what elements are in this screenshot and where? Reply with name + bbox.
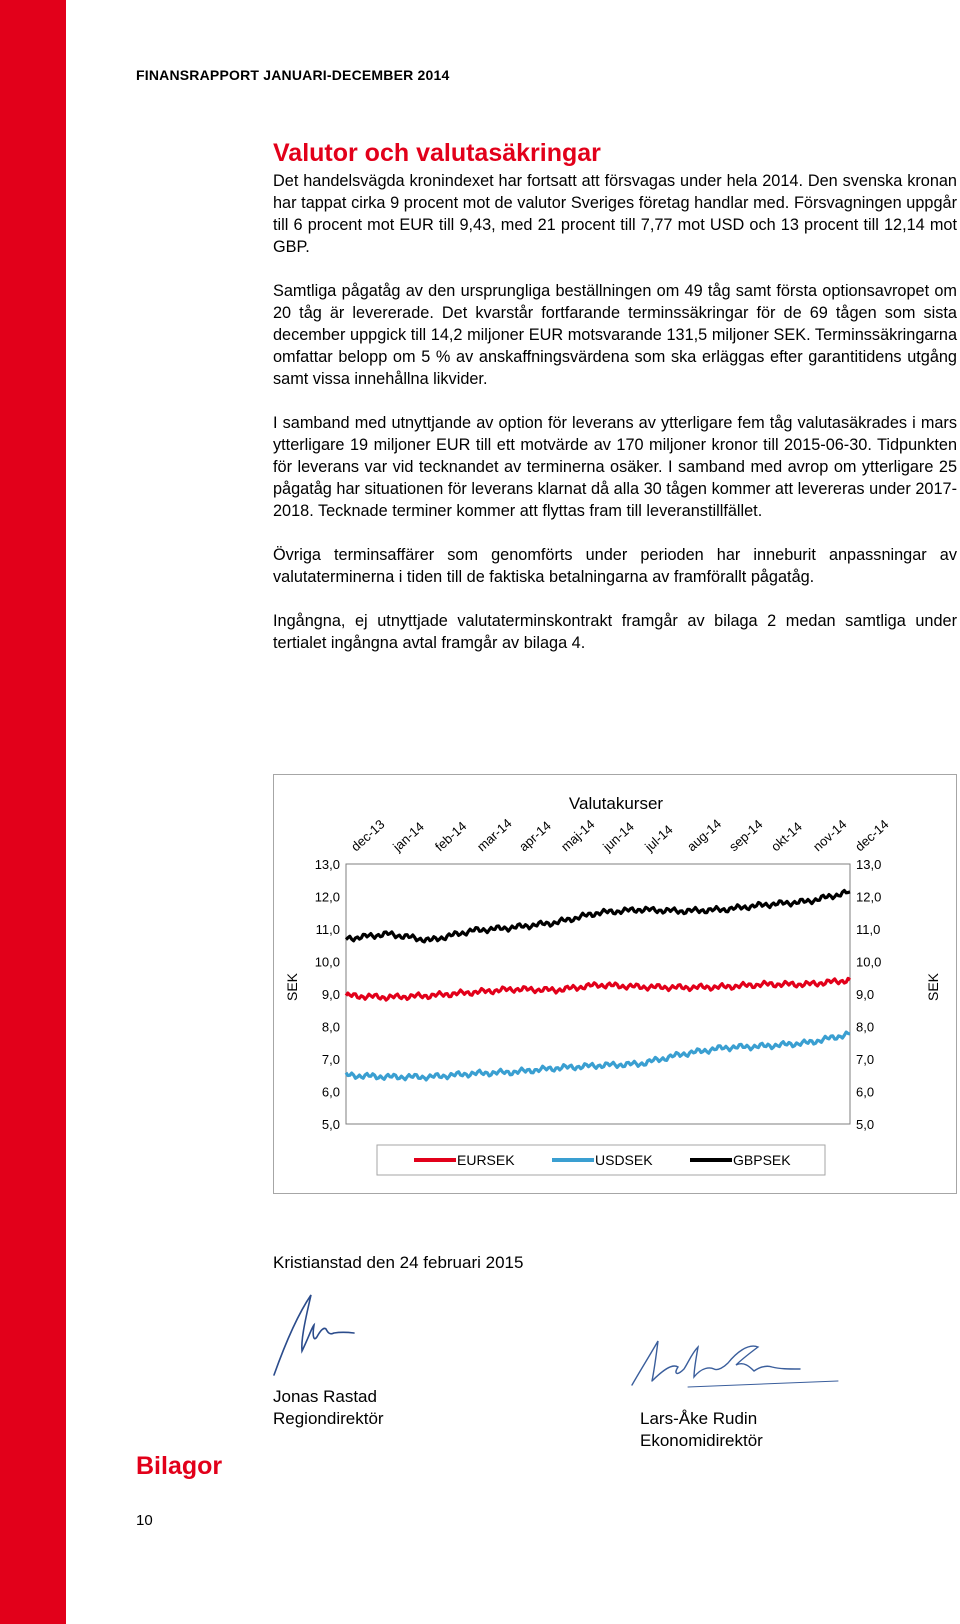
y-tick-label-left: 10,0	[314, 954, 340, 970]
page-number: 10	[136, 1512, 153, 1529]
x-tick-label: sep-14	[725, 816, 766, 855]
signature-image-rastad	[268, 1285, 368, 1380]
x-tick-label: maj-14	[557, 816, 598, 855]
y-tick-label-right: 9,0	[856, 987, 875, 1002]
chart-canvas	[274, 775, 958, 1195]
y-tick-label-right: 12,0	[856, 889, 882, 905]
section-content	[273, 137, 957, 676]
appendix-heading: Bilagor	[136, 1452, 223, 1480]
y-tick-label-left: 13,0	[314, 857, 340, 872]
signatory-title: Ekonomidirektör	[640, 1431, 763, 1450]
signatory-right	[640, 1408, 763, 1452]
x-tick-label: apr-14	[515, 817, 554, 855]
paragraph: Det handelsvägda kronindexet har fortsatt att försvagas under hela 2014. Den svenska kronan har tappat cirka 9 procent mot de valutor Sveriges företag handlar med. Försvagningen uppgår till 6 procent mot EUR till 9,43, med 21 procent till 7,77 mot USD och 13 procent till 12,14 mot GBP.	[273, 172, 957, 256]
currency-chart	[273, 774, 957, 1194]
x-tick-label: jun-14	[599, 818, 637, 855]
y-tick-label-right: 10,0	[856, 954, 882, 970]
x-tick-label: dec-14	[851, 816, 892, 855]
y-tick-label-right: 6,0	[856, 1084, 875, 1100]
y-tick-label-right: 5,0	[856, 1117, 875, 1132]
y-tick-label-left: 9,0	[321, 987, 340, 1002]
y-tick-label-left: 6,0	[321, 1084, 340, 1100]
x-tick-label: okt-14	[767, 818, 805, 855]
y-tick-label-left: 7,0	[321, 1052, 340, 1067]
legend-label-eursek: EURSEK	[457, 1152, 515, 1168]
y-axis-label-left: SEK	[284, 972, 300, 1002]
x-tick-label: jul-14	[641, 821, 676, 855]
signatory-left	[273, 1386, 384, 1430]
legend-label-gbpsek: GBPSEK	[733, 1152, 791, 1168]
red-sidebar-stripe	[0, 0, 66, 1624]
section-heading: Valutor och valutasäkringar	[273, 139, 601, 167]
paragraph: I samband med utnyttjande av option för leverans av ytterligare fem tåg valutasäkrades i mars ytterligare 19 miljoner EUR till ett motvärde av 170 miljoner kronor till 2015-06-30. Tidpunkten för leverans var vid tecknandet av terminerna osäker. I samband med avrop om ytterligare 25 pågatåg har situationen för leverans klarnat då alla 30 tågen kommer att levereras under 2017-2018. Tecknade terminer kommer att flyttas fram till leveranstillfället.	[273, 414, 957, 520]
report-header: FINANSRAPPORT JANUARI-DECEMBER 2014	[136, 67, 450, 83]
x-tick-label: mar-14	[473, 815, 515, 855]
paragraph: Samtliga pågatåg av den ursprungliga beställningen om 49 tåg samt första optionsavropet om 20 tåg är levererade. Det kvarstår fortfarande terminssäkringar för de 69 tågen som sista december uppgick till 14,2 miljoner EUR motsvarande 131,5 miljoner SEK. Terminssäkringarna omfattar belopp om 5 % av anskaffningsvärdena som ska erläggas efter garantitidens utgång samt vissa innehållna likvider.	[273, 282, 957, 388]
y-tick-label-right: 7,0	[856, 1052, 875, 1067]
y-tick-label-left: 12,0	[314, 889, 340, 905]
chart-title: Valutakurser	[568, 794, 664, 813]
signature-image-rudin	[628, 1327, 848, 1397]
y-tick-label-right: 11,0	[856, 922, 881, 937]
y-tick-label-left: 11,0	[315, 922, 340, 937]
paragraph: Ingångna, ej utnyttjade valutaterminskontrakt framgår av bilaga 2 medan samtliga under tertialet ingångna avtal framgår av bilaga 4.	[273, 612, 957, 652]
x-tick-label: jan-14	[389, 818, 427, 855]
x-tick-label: feb-14	[431, 818, 470, 855]
signatory-name: Jonas Rastad	[273, 1387, 377, 1406]
y-tick-label-left: 5,0	[321, 1117, 340, 1132]
paragraph: Övriga terminsaffärer som genomförts under perioden har inneburit anpassningar av valutaterminerna i tiden till de faktiska betalningarna av framförallt pågatåg.	[273, 546, 957, 586]
y-axis-label-right: SEK	[925, 972, 941, 1002]
signatory-title: Regiondirektör	[273, 1409, 384, 1428]
y-tick-label-right: 13,0	[856, 857, 882, 872]
y-tick-label-left: 8,0	[321, 1019, 340, 1035]
place-and-date: Kristianstad den 24 februari 2015	[273, 1253, 524, 1272]
x-tick-label: dec-13	[347, 816, 388, 855]
x-tick-label: aug-14	[683, 815, 725, 855]
y-tick-label-right: 8,0	[856, 1019, 875, 1035]
signatory-name: Lars-Åke Rudin	[640, 1409, 758, 1428]
legend-label-usdsek: USDSEK	[595, 1152, 653, 1168]
x-tick-label: nov-14	[809, 816, 850, 855]
